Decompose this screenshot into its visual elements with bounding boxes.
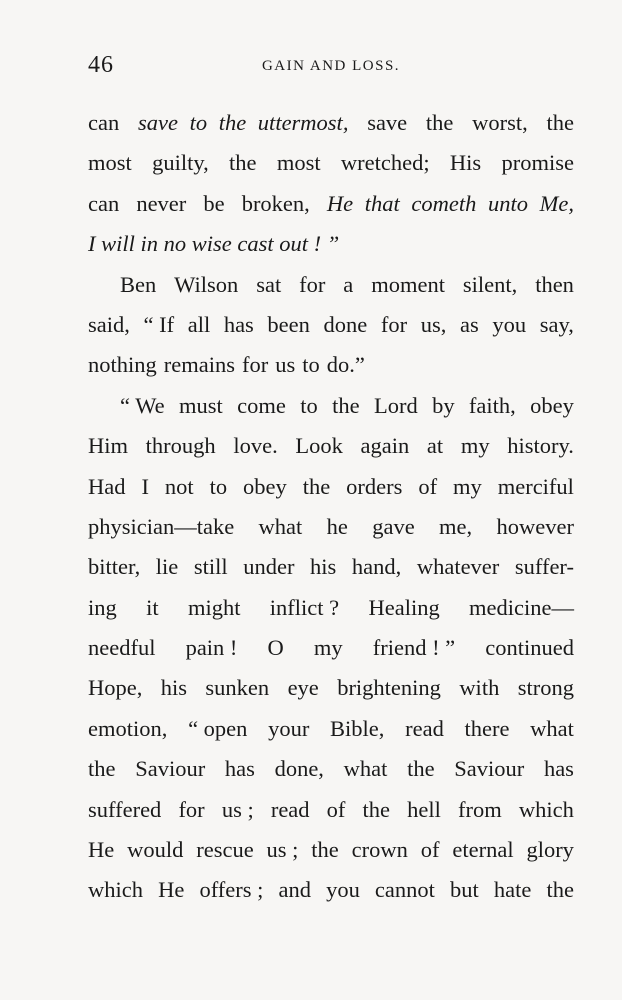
word: what xyxy=(343,756,388,782)
word: bitter, xyxy=(88,554,141,580)
word: inflict ? xyxy=(269,594,340,620)
word: done, xyxy=(274,756,324,782)
word: most xyxy=(276,150,321,176)
word: Healing xyxy=(368,594,440,620)
text-line xyxy=(88,184,574,224)
word: has xyxy=(224,756,255,782)
word: save to the uttermost, xyxy=(137,110,349,135)
word: He xyxy=(88,837,115,863)
text-line xyxy=(88,749,574,789)
word: for xyxy=(178,796,205,822)
word: the xyxy=(88,756,116,782)
text-line xyxy=(88,386,574,426)
word: read xyxy=(405,715,444,741)
word: Had xyxy=(88,473,126,499)
word: worst, xyxy=(472,110,528,135)
word: read xyxy=(270,796,310,822)
word: us xyxy=(275,352,296,378)
word: has xyxy=(543,756,574,782)
text-line xyxy=(88,790,574,830)
word: can xyxy=(88,190,120,216)
word: can xyxy=(88,110,120,135)
word: however xyxy=(496,513,574,539)
word: you xyxy=(326,877,360,903)
word: O xyxy=(267,635,284,661)
word: crown xyxy=(351,837,408,863)
word: come xyxy=(237,392,286,418)
word: history. xyxy=(507,433,574,459)
text-line xyxy=(88,345,574,385)
text-line xyxy=(88,103,574,143)
word: the xyxy=(362,796,391,822)
text-line xyxy=(88,507,574,547)
word: love. xyxy=(233,433,278,459)
word: to xyxy=(302,352,320,378)
word: of xyxy=(420,837,440,863)
word: would xyxy=(127,837,184,863)
word: Saviour xyxy=(454,756,525,782)
word: which xyxy=(88,877,143,903)
word: the xyxy=(407,756,435,782)
word: me, xyxy=(439,513,473,539)
word: to xyxy=(300,392,318,418)
word: guilty, xyxy=(152,150,209,176)
word: “ We xyxy=(120,392,165,418)
word: Hope, xyxy=(88,675,143,701)
word: do.” xyxy=(326,352,365,378)
word: obey xyxy=(243,473,287,499)
word: suffer- xyxy=(514,554,574,580)
word: needful xyxy=(88,635,156,661)
text-line xyxy=(88,628,574,668)
word: to xyxy=(209,473,228,499)
text-line xyxy=(88,265,574,305)
word: at xyxy=(426,433,444,459)
word: my xyxy=(453,473,482,499)
word: broken, xyxy=(241,190,310,216)
word: Lord xyxy=(373,392,418,418)
word: Bible, xyxy=(330,715,385,741)
word: as xyxy=(459,311,479,337)
word: the xyxy=(302,473,331,499)
word: emotion, xyxy=(88,715,168,741)
word: say, xyxy=(539,311,574,337)
word: faith, xyxy=(468,392,516,418)
word: not xyxy=(164,473,194,499)
word: said, xyxy=(88,311,130,337)
word: again xyxy=(360,433,410,459)
word: sat xyxy=(256,271,282,297)
word: through xyxy=(145,433,216,459)
text-line xyxy=(88,668,574,708)
word: but xyxy=(450,877,479,903)
word: us ; xyxy=(221,796,254,822)
word: has xyxy=(223,311,254,337)
word: under xyxy=(243,554,295,580)
word: the xyxy=(425,110,454,135)
word: most xyxy=(88,150,132,176)
word: I will in no wise cast out ! ” xyxy=(88,231,340,257)
word: the xyxy=(546,110,574,135)
text-line xyxy=(88,467,574,507)
word: offers ; xyxy=(199,877,264,903)
word: the xyxy=(332,392,360,418)
word: never xyxy=(136,190,187,216)
word: Him xyxy=(88,433,129,459)
word: hand, xyxy=(351,554,402,580)
word: brightening xyxy=(337,675,441,701)
word: I xyxy=(141,473,149,499)
text-line xyxy=(88,709,574,749)
word: for xyxy=(242,352,269,378)
word: friend ! ” xyxy=(372,635,456,661)
word: us, xyxy=(420,311,447,337)
word: from xyxy=(458,796,502,822)
word: then xyxy=(535,271,574,297)
word: been xyxy=(267,311,310,337)
word: remains xyxy=(163,352,235,378)
word: continued xyxy=(485,635,574,661)
word: ing xyxy=(88,594,117,620)
word: save xyxy=(367,110,408,135)
word: strong xyxy=(517,675,574,701)
word: cannot xyxy=(374,877,435,903)
word: might xyxy=(187,594,241,620)
word: his xyxy=(310,554,337,580)
word: what xyxy=(530,715,574,741)
text-line xyxy=(88,830,574,870)
word: obey xyxy=(530,392,574,418)
word: He that cometh unto Me, xyxy=(326,190,574,216)
word: done xyxy=(323,311,368,337)
text-line xyxy=(88,547,574,587)
word: His xyxy=(449,150,482,176)
word: pain ! xyxy=(185,635,238,661)
text-line xyxy=(88,143,574,183)
word: silent, xyxy=(462,271,518,297)
word: for xyxy=(299,271,326,297)
word: and xyxy=(278,877,311,903)
word: hell xyxy=(407,796,441,822)
word: which xyxy=(518,796,574,822)
word: He xyxy=(158,877,185,903)
word: “ open xyxy=(188,715,248,741)
word: his xyxy=(160,675,188,701)
word: sunken xyxy=(205,675,270,701)
word: moment xyxy=(371,271,445,297)
word: Saviour xyxy=(135,756,206,782)
page-number: 46 xyxy=(88,52,114,78)
word: there xyxy=(464,715,510,741)
word: by xyxy=(432,392,455,418)
word: still xyxy=(193,554,228,580)
word: Look xyxy=(295,433,343,459)
text-line xyxy=(88,426,574,466)
word: the xyxy=(546,877,574,903)
word: eternal xyxy=(452,837,514,863)
word: promise xyxy=(501,150,574,176)
word: eye xyxy=(287,675,319,701)
text-line xyxy=(88,305,574,345)
word: gave xyxy=(372,513,415,539)
word: for xyxy=(380,311,408,337)
word: Ben xyxy=(120,271,157,297)
word: my xyxy=(313,635,343,661)
running-title: GAIN AND LOSS. xyxy=(261,58,401,74)
word: be xyxy=(203,190,225,216)
word: of xyxy=(418,473,438,499)
word: the xyxy=(229,150,257,176)
word: must xyxy=(179,392,223,418)
word: with xyxy=(459,675,500,701)
word: glory xyxy=(526,837,574,863)
word: what xyxy=(258,513,303,539)
word: physician—take xyxy=(88,513,235,539)
word: it xyxy=(146,594,159,620)
text-line xyxy=(88,224,574,264)
word: nothing xyxy=(88,352,157,378)
word: wretched; xyxy=(340,150,430,176)
word: of xyxy=(326,796,346,822)
word: my xyxy=(460,433,490,459)
word: your xyxy=(268,715,310,741)
body-text xyxy=(88,103,574,911)
word: lie xyxy=(155,554,179,580)
word: a xyxy=(343,271,354,297)
word: medicine— xyxy=(469,594,574,620)
word: merciful xyxy=(497,473,574,499)
word: “ If xyxy=(143,311,175,337)
word: us ; xyxy=(266,837,299,863)
word: hate xyxy=(493,877,532,903)
word: whatever xyxy=(416,554,500,580)
word: suffered xyxy=(88,796,162,822)
word: he xyxy=(326,513,348,539)
word: all xyxy=(187,311,211,337)
word: Wilson xyxy=(174,271,239,297)
word: you xyxy=(492,311,527,337)
text-line xyxy=(88,588,574,628)
word: rescue xyxy=(196,837,254,863)
word: the xyxy=(311,837,339,863)
word: orders xyxy=(346,473,403,499)
text-line xyxy=(88,870,574,910)
